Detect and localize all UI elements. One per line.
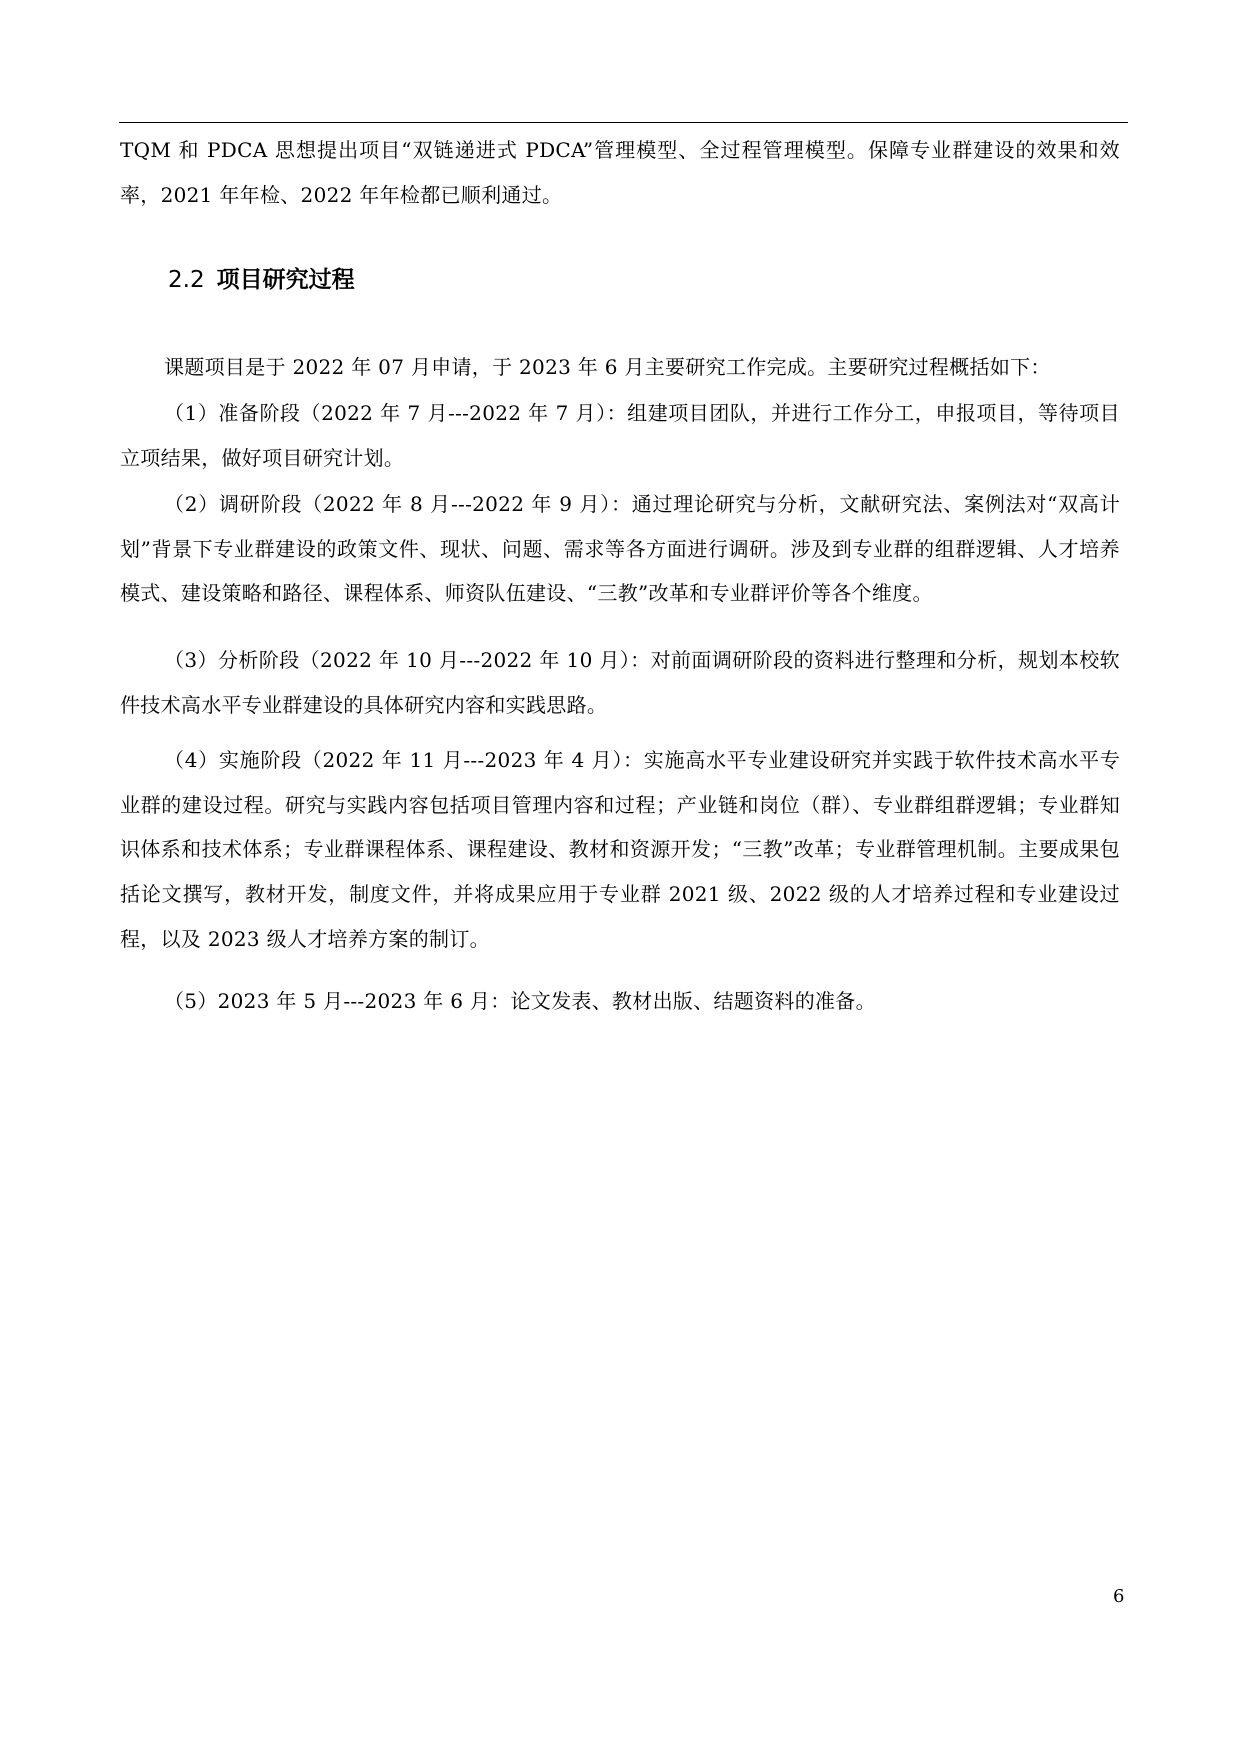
stage-paragraph-1: （1）准备阶段（2022 年 7 月---2022 年 7 月）：组建项目团队，并进行工作分工，申报项目，等待项目立项结果，做好项目研究计划。 xyxy=(120,401,1120,470)
header-rule xyxy=(119,122,1128,123)
stage-paragraph-5: （5）2023 年 5 月---2023 年 6 月：论文发表、教材出版、结题资料的准备。 xyxy=(164,989,876,1013)
continued-paragraph: TQM 和 PDCA 思想提出项目“双链递进式 PDCA”管理模型、全过程管理模型。保障专业群建设的效果和效率，2021 年年检、2022 年年检都已顺利通过。 xyxy=(120,138,1120,207)
stage-paragraph-2: （2）调研阶段（2022 年 8 月---2022 年 9 月）：通过理论研究与分析，文献研究法、案例法对“双高计划”背景下专业群建设的政策文件、现状、问题、需求等各方面进行调研。涉及到专业群的组群逻辑、人才培养模式、建设策略和路径、课程体系、师资队伍建设、“三教”改革和专业群评价等各个维度。 xyxy=(120,492,1120,606)
page-number: 6 xyxy=(1113,1586,1125,1607)
section-heading xyxy=(168,260,355,300)
section-number: 2.2 xyxy=(168,267,205,293)
stage-paragraph-4: （4）实施阶段（2022 年 11 月---2023 年 4 月）：实施高水平专业建设研究并实践于软件技术高水平专业群的建设过程。研究与实践内容包括项目管理内容和过程；产业链和岗位（群）、专业群组群逻辑；专业群知识体系和技术体系；专业群课程体系、课程建设、教材和资源开发；“三教”改革；专业群管理机制。主要成果包括论文撰写，教材开发，制度文件，并将成果应用于专业群 2021 级、2022 级的人才培养过程和专业建设过程，以及 2023 级人才培养方案的制订。 xyxy=(120,748,1120,951)
section-title: 项目研究过程 xyxy=(216,267,355,293)
intro-paragraph: 课题项目是于 2022 年 07 月申请，于 2023 年 6 月主要研究工作完成。主要研究过程概括如下： xyxy=(164,355,1051,379)
stage-paragraph-3: （3）分析阶段（2022 年 10 月---2022 年 10 月）：对前面调研阶段的资料进行整理和分析，规划本校软件技术高水平专业群建设的具体研究内容和实践思路。 xyxy=(120,648,1120,717)
